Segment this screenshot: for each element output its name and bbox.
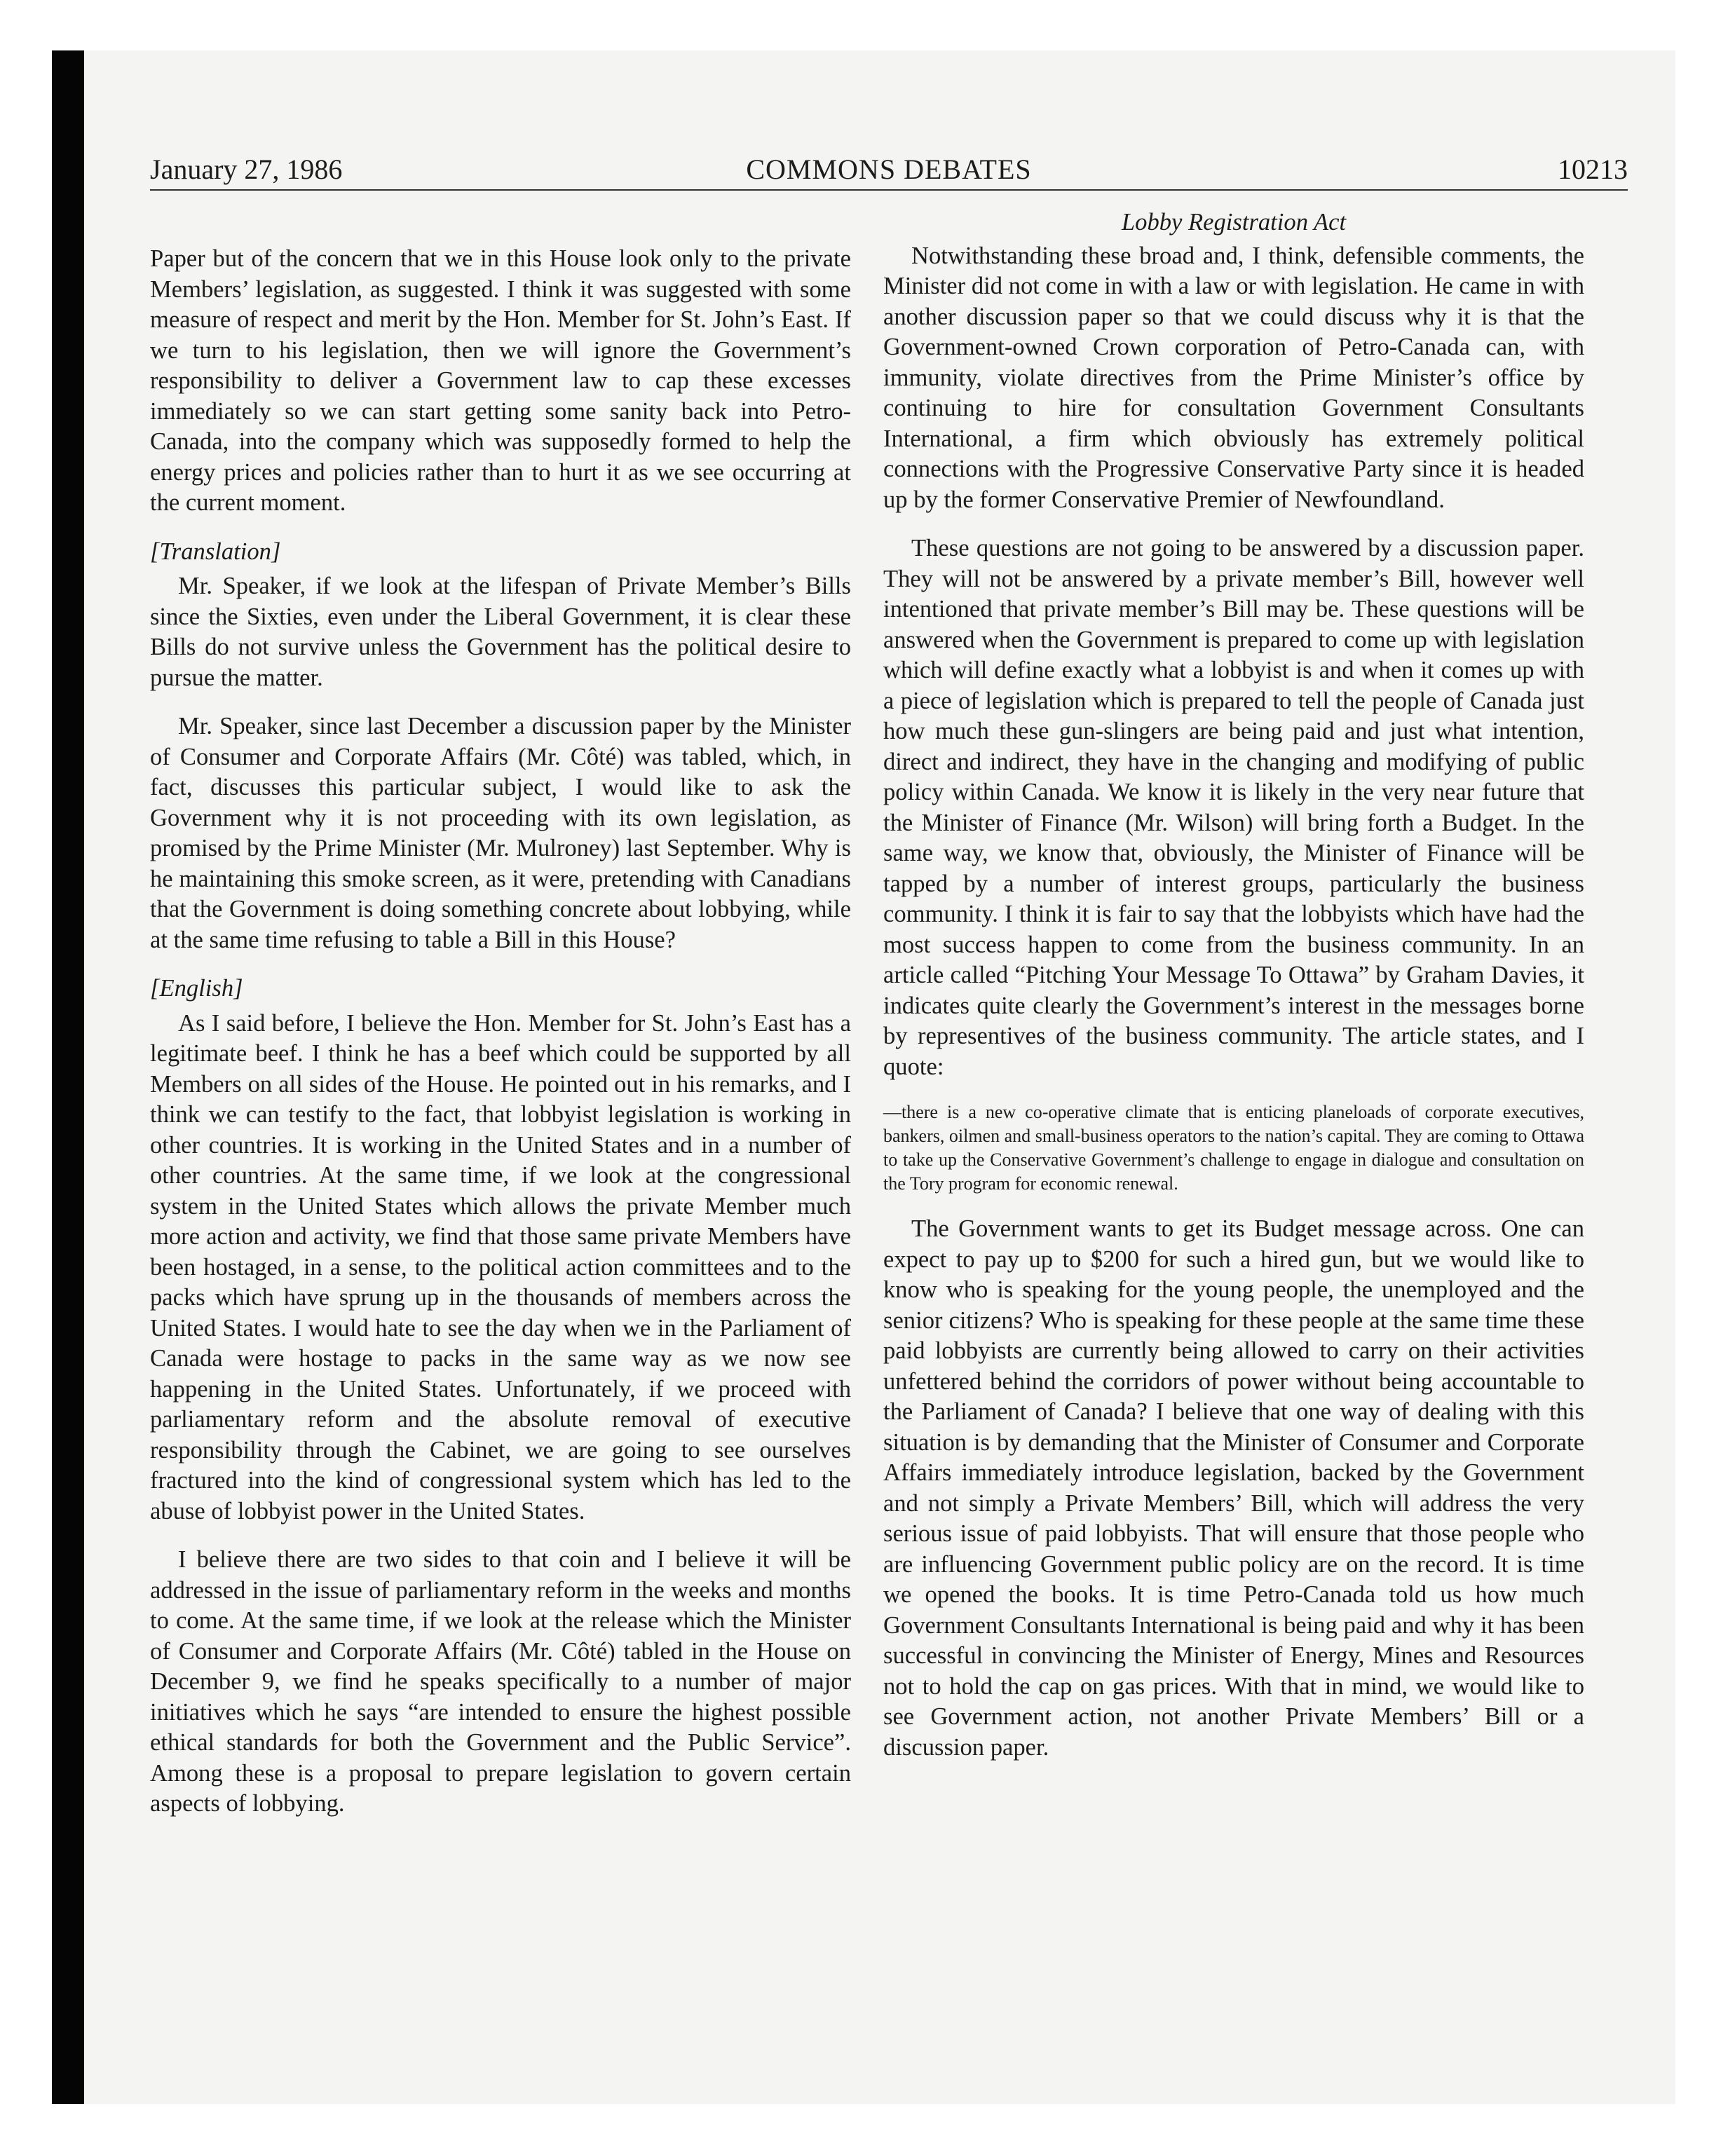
paragraph: Mr. Speaker, since last December a discussion paper by the Minister of Consumer and Corporate Affairs (Mr. Côté) was tabled, which, in fact, discusses this particular subject, I would like to ask the Government why it is not proceeding with its own legislation, as promised by the Prime Minister (Mr. Mulroney) last September. Why is he maintaining this smoke screen, as it were, pretending with Canadians that the Government is doing something concrete about lobbying, while at the same time refusing to table a Bill in this House? [150,713,851,953]
paragraph: Paper but of the concern that we in this House look only to the private Members’ legislation, as suggested. I think it was suggested with some measure of respect and merit by the Hon. Member for St. John’s East. If we turn to his legislation, then we will ignore the Government’s responsibility to deliver a Government law to cap these excesses immediately so we can start getting some sanity back into Petro-Canada, into the company which was supposedly formed to help the energy prices and policies rather than to hurt it as we see occurring at the current moment. [150,245,851,516]
left-column [150,207,851,1838]
translation-label: [Translation] [150,538,281,565]
paragraph: Notwithstanding these broad and, I think, defensible comments, the Minister did not come in with a law or with legislation. He came in with another discussion paper so that we could discuss why it is that the Government-owned Crown corporation of Petro-Canada can, with immunity, violate directives from the Prime Minister’s office by continuing to hire for consultation Government Consultants International, a firm which obviously has extremely political connections with the Progressive Conservative Party since it is headed up by the former Conservative Premier of Newfoundland. [883,242,1584,513]
scan-edge-bar [52,50,84,2104]
block-quote: —there is a new co-operative climate that is enticing planeloads of corporate executives, bankers, oilmen and small-business operators to the nation’s capital. They are coming to Ottawa to take up the Conservative Government’s challenge to engage in dialogue and consultation on the Tory program for economic renewal. [883,1102,1584,1194]
page-header [150,153,1628,191]
header-page-number: 10213 [1558,153,1628,185]
header-title: COMMONS DEBATES [746,153,1032,185]
header-date: January 27, 1986 [150,153,343,185]
paragraph: The Government wants to get its Budget message across. One can expect to pay up to $200 for such a hired gun, but we would like to know who is speaking for the young people, the unemployed and the senior citizens? Who is speaking for these people at the same time these paid lobbyists are currently being allowed to carry on their activities unfettered behind the corridors of power without being accountable to the Parliament of Canada? I believe that one way of dealing with this situation is by demanding that the Minister of Consumer and Corporate Affairs immediately introduce legislation, backed by the Government and not simply a Private Members’ Bill, which will address the very serious issue of paid lobbyists. That will ensure that those people who are influencing Government public policy are on the record. It is time we opened the books. It is time Petro-Canada told us how much Government Consultants International is being paid and why it has been successful in convincing the Minister of Energy, Mines and Resources not to hold the cap on gas prices. With that in mind, we would like to see Government action, not another Private Members’ Bill or a discussion paper. [883,1215,1584,1761]
paragraph: These questions are not going to be answered by a discussion paper. They will not be answered by a private member’s Bill, however well intentioned that private member’s Bill may be. These questions will be answered when the Government is prepared to come up with legislation which will define exactly what a lobbyist is and when it comes up with a piece of legislation which is prepared to tell the people of Canada just how much these gun-slingers are being paid and just what intention, direct and indirect, they have in the changing and modifying of public policy within Canada. We know it is likely in the very near future that the Minister of Finance (Mr. Wilson) will bring forth a Budget. In the same way, we know that, obviously, the Minister of Finance will be tapped by a number of interest groups, particularly the business community. I think it is fair to say that the lobbyists which have had the most success happen to come from the business community. In an article called “Pitching Your Message To Ottawa” by Graham Davies, it indicates quite clearly the Government’s interest in the messages borne by representives of the business community. The article states, and I quote: [883,535,1584,1080]
paragraph: Mr. Speaker, if we look at the lifespan of Private Member’s Bills since the Sixties, even under the Liberal Government, it is clear these Bills do not survive unless the Government has the political desire to pursue the matter. [150,573,851,691]
paragraph: As I said before, I believe the Hon. Member for St. John’s East has a legitimate beef. I think he has a beef which could be supported by all Members on all sides of the House. He pointed out in his remarks, and I think we can testify to the fact, that lobbyist legislation is working in other countries. It is working in the United States and in a number of other countries. At the same time, if we look at the congressional system in the United States which allows the private Member much more action and activity, we find that those same private Members have been hostaged, in a sense, to the political action committees and to the packs which have sprung up in the thousands of members across the United States. I would hate to see the day when we in the Parliament of Canada were hostage to packs in the same way as we now see happening in the United States. Unfortunately, if we proceed with parliamentary reform and the absolute removal of executive responsibility through the Cabinet, we are going to see ourselves fractured into the kind of congressional system which has led to the abuse of lobbyist power in the United States. [150,1009,851,1524]
running-head: Lobby Registration Act [1121,209,1347,236]
paragraph: I believe there are two sides to that coin and I believe it will be addressed in the issue of parliamentary reform in the weeks and months to come. At the same time, if we look at the release which the Minister of Consumer and Corporate Affairs (Mr. Côté) tabled in the House on December 9, we find he speaks specifically to a number of major initiatives which he says “are intended to ensure the highest possible ethical standards for both the Government and the Public Service”. Among these is a proposal to prepare legislation to govern certain aspects of lobbying. [150,1546,851,1817]
english-label: [English] [150,975,243,1002]
right-column [883,207,1584,1781]
